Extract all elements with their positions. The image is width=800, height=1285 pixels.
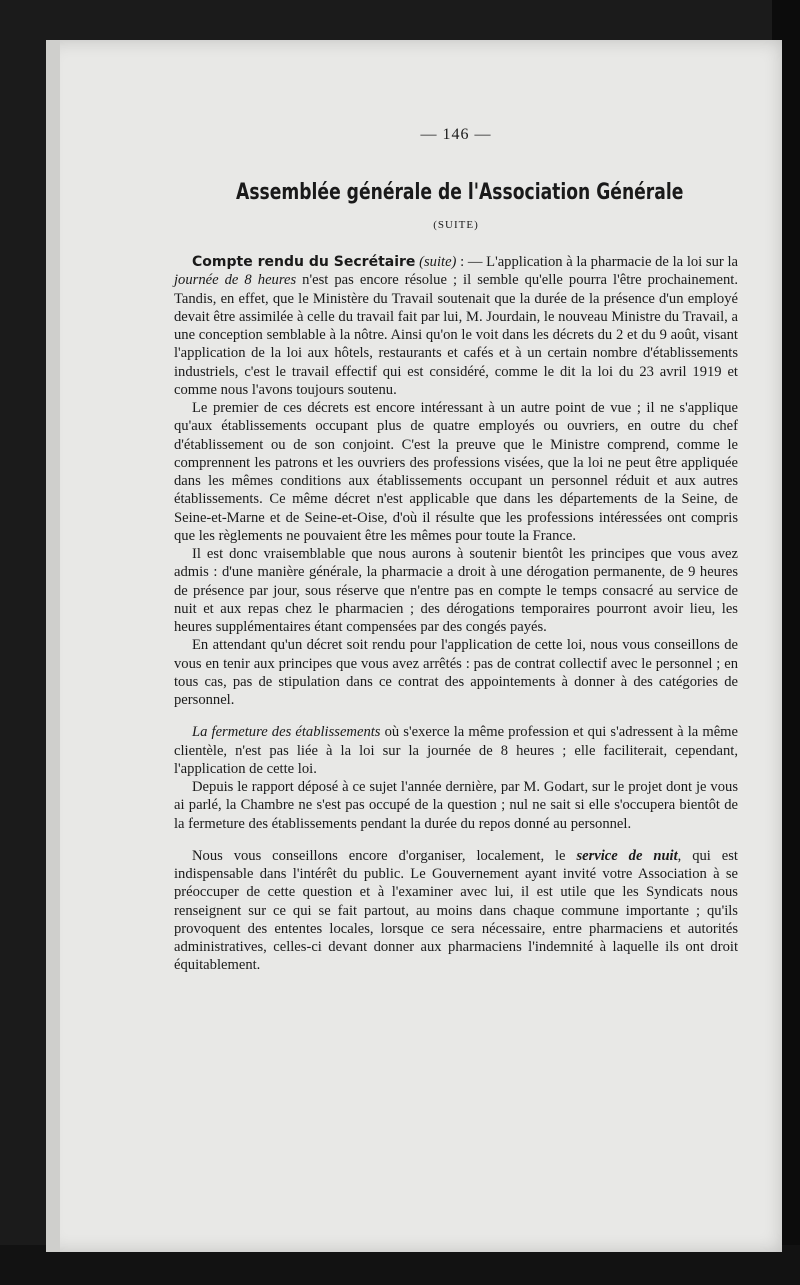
paragraph-3 (174, 545, 738, 636)
paragraph-2 (174, 399, 738, 545)
paragraph-5 (174, 723, 738, 778)
text-run: , qui est indispensable dans l'intérêt du public. Le Gouvernement ayant invité votre Association à se préoccuper de cette question et à l'examiner avec lui, il est utile que les Syndicats nous renseignent sur ce qui se fait partout, au moins dans chaque commune importante ; qu'ils provoquent des ententes locales, lorsque ce sera nécessaire, entre pharmaciens et autorités administratives, celles-ci devant donner aux pharmaciens l'indemnité à laquelle ils ont droit équitablement. (174, 847, 738, 974)
text-run: Le premier de ces décrets est encore intéressant à un autre point de vue ; il ne s'applique qu'aux établissements occupant plus de quatre employés ou ouvriers, en outre du chef d'établissement ou de son conjoint. C'est la preuve que le Ministre comprend, comme le comprennent les patrons et les ouvriers des professions visées, que la loi ne peut être appliquée dans les mêmes conditions aux établissements occupant un personnel réduit et aux autres établissements. Ce même décret n'est applicable que dans les départements de la Seine, de Seine-et-Marne et de Seine-et-Oise, d'où il résulte que les professions intéressées ont compris que les règlements ne pouvaient être les mêmes pour toute la France. (174, 400, 738, 544)
text-run-italic: La fermeture des établissements (192, 724, 381, 741)
paragraph-6 (174, 778, 738, 833)
text-run: Nous vous conseillons encore d'organiser, localement, le (192, 847, 577, 864)
text-run-italic: journée de 8 heures (174, 272, 297, 289)
paragraph-lead: Compte rendu du Secrétaire (192, 254, 416, 270)
text-run: En attendant qu'un décret soit rendu pour l'application de cette loi, nous vous conseillons de vous en tenir aux principes que vous avez arrêtés : pas de contrat collectif avec le personnel ; en tous cas, pas de stipulation dans ce contrat des appointements à donner à des catégories de personnel. (174, 637, 738, 708)
page-number: — 146 — (420, 126, 492, 143)
text-run: : — L'application à la pharmacie de la loi sur la (456, 254, 738, 270)
text-run-italic: service de nuit (576, 847, 678, 864)
text-run: Depuis le rapport déposé à ce sujet l'année dernière, par M. Godart, sur le projet dont je vous ai parlé, la Chambre ne s'est pas occupé de la question ; nul ne sait si elle s'occupera bientôt de la fermeture des établissements pendant la durée du repos donné au personnel. (174, 779, 738, 832)
page-subtitle: (SUITE) (433, 219, 479, 231)
text-run: Il est donc vraisemblable que nous aurons à soutenir bientôt les principes que vous avez admis : d'une manière générale, la pharmacie a droit à une dérogation permanente, de 9 heures de présence par jour, sous réserve que n'entre pas en compte le temps consacré au service de nuit et aux repas chez le pharmacien ; des dérogations temporaires pourront avoir lieu, les heures supplémentaires étant compensées par des congés payés. (174, 546, 738, 635)
text-run: où s'exerce la même profession et qui s'adressent à la même clientèle, n'est pas liée à la loi sur la journée de 8 heures ; elle faciliterait, cependant, l'application de cette loi. (174, 724, 739, 777)
paragraph-1 (174, 253, 738, 399)
document-page (46, 40, 782, 1252)
paragraph-lead-italic: (suite) (419, 254, 457, 270)
text-run: n'est pas encore résolue ; il semble qu'elle pourra l'être prochainement. Tandis, en effet, que le Ministère du Travail soutenait que la durée de la présence d'un employé devait être assimilée à celle du travail fait par lui, M. Jourdain, le nouveau Ministre du Travail, a une conception semblable à la nôtre. Ainsi qu'on le voit dans les décrets du 2 et du 9 août, visant l'application de la loi aux hôtels, restaurants et cafés et à un certain nombre d'établissements industriels, c'est le travail effectif qui est considéré, comme le dit la loi du 23 avril 1919 et comme nous l'avons toujours soutenu. (174, 272, 738, 398)
page-title: Assemblée générale de l'Association Générale (236, 180, 684, 205)
page-binding-edge (46, 40, 60, 1252)
paragraph-7 (174, 847, 738, 975)
page-content (174, 126, 738, 975)
paragraph-4 (174, 636, 738, 709)
